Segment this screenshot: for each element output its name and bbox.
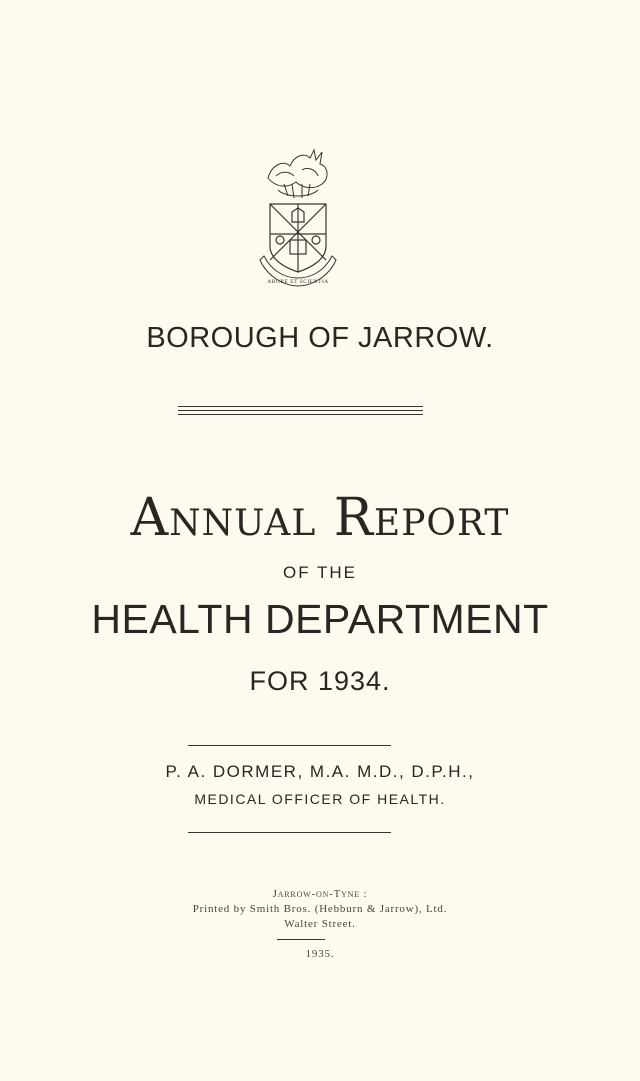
printer-name: Printed by Smith Bros. (Hebburn & Jarrow), Ltd. [192,903,448,915]
divider-small [277,939,325,940]
triple-divider [178,406,423,420]
divider-top [188,745,391,746]
officer-name: P. A. DORMER, M.A. M.D., D.P.H., [165,762,475,781]
report-subtitle-of-the: OF THE [282,563,358,582]
printer-place: Jarrow-on-Tyne : [272,888,368,900]
borough-heading: BOROUGH OF JARROW. [146,322,494,354]
department-title: HEALTH DEPARTMENT [91,596,549,642]
officer-title: MEDICAL OFFICER OF HEALTH. [194,791,446,807]
divider-bottom [188,832,391,833]
borough-crest [258,148,338,290]
report-year: FOR 1934. [249,666,391,696]
publication-year: 1935. [305,948,335,960]
crest-motto: ABORE ET SCIENTIA [267,279,329,285]
printer-street: Walter Street. [284,918,356,930]
report-title: Annual Report [130,488,510,548]
